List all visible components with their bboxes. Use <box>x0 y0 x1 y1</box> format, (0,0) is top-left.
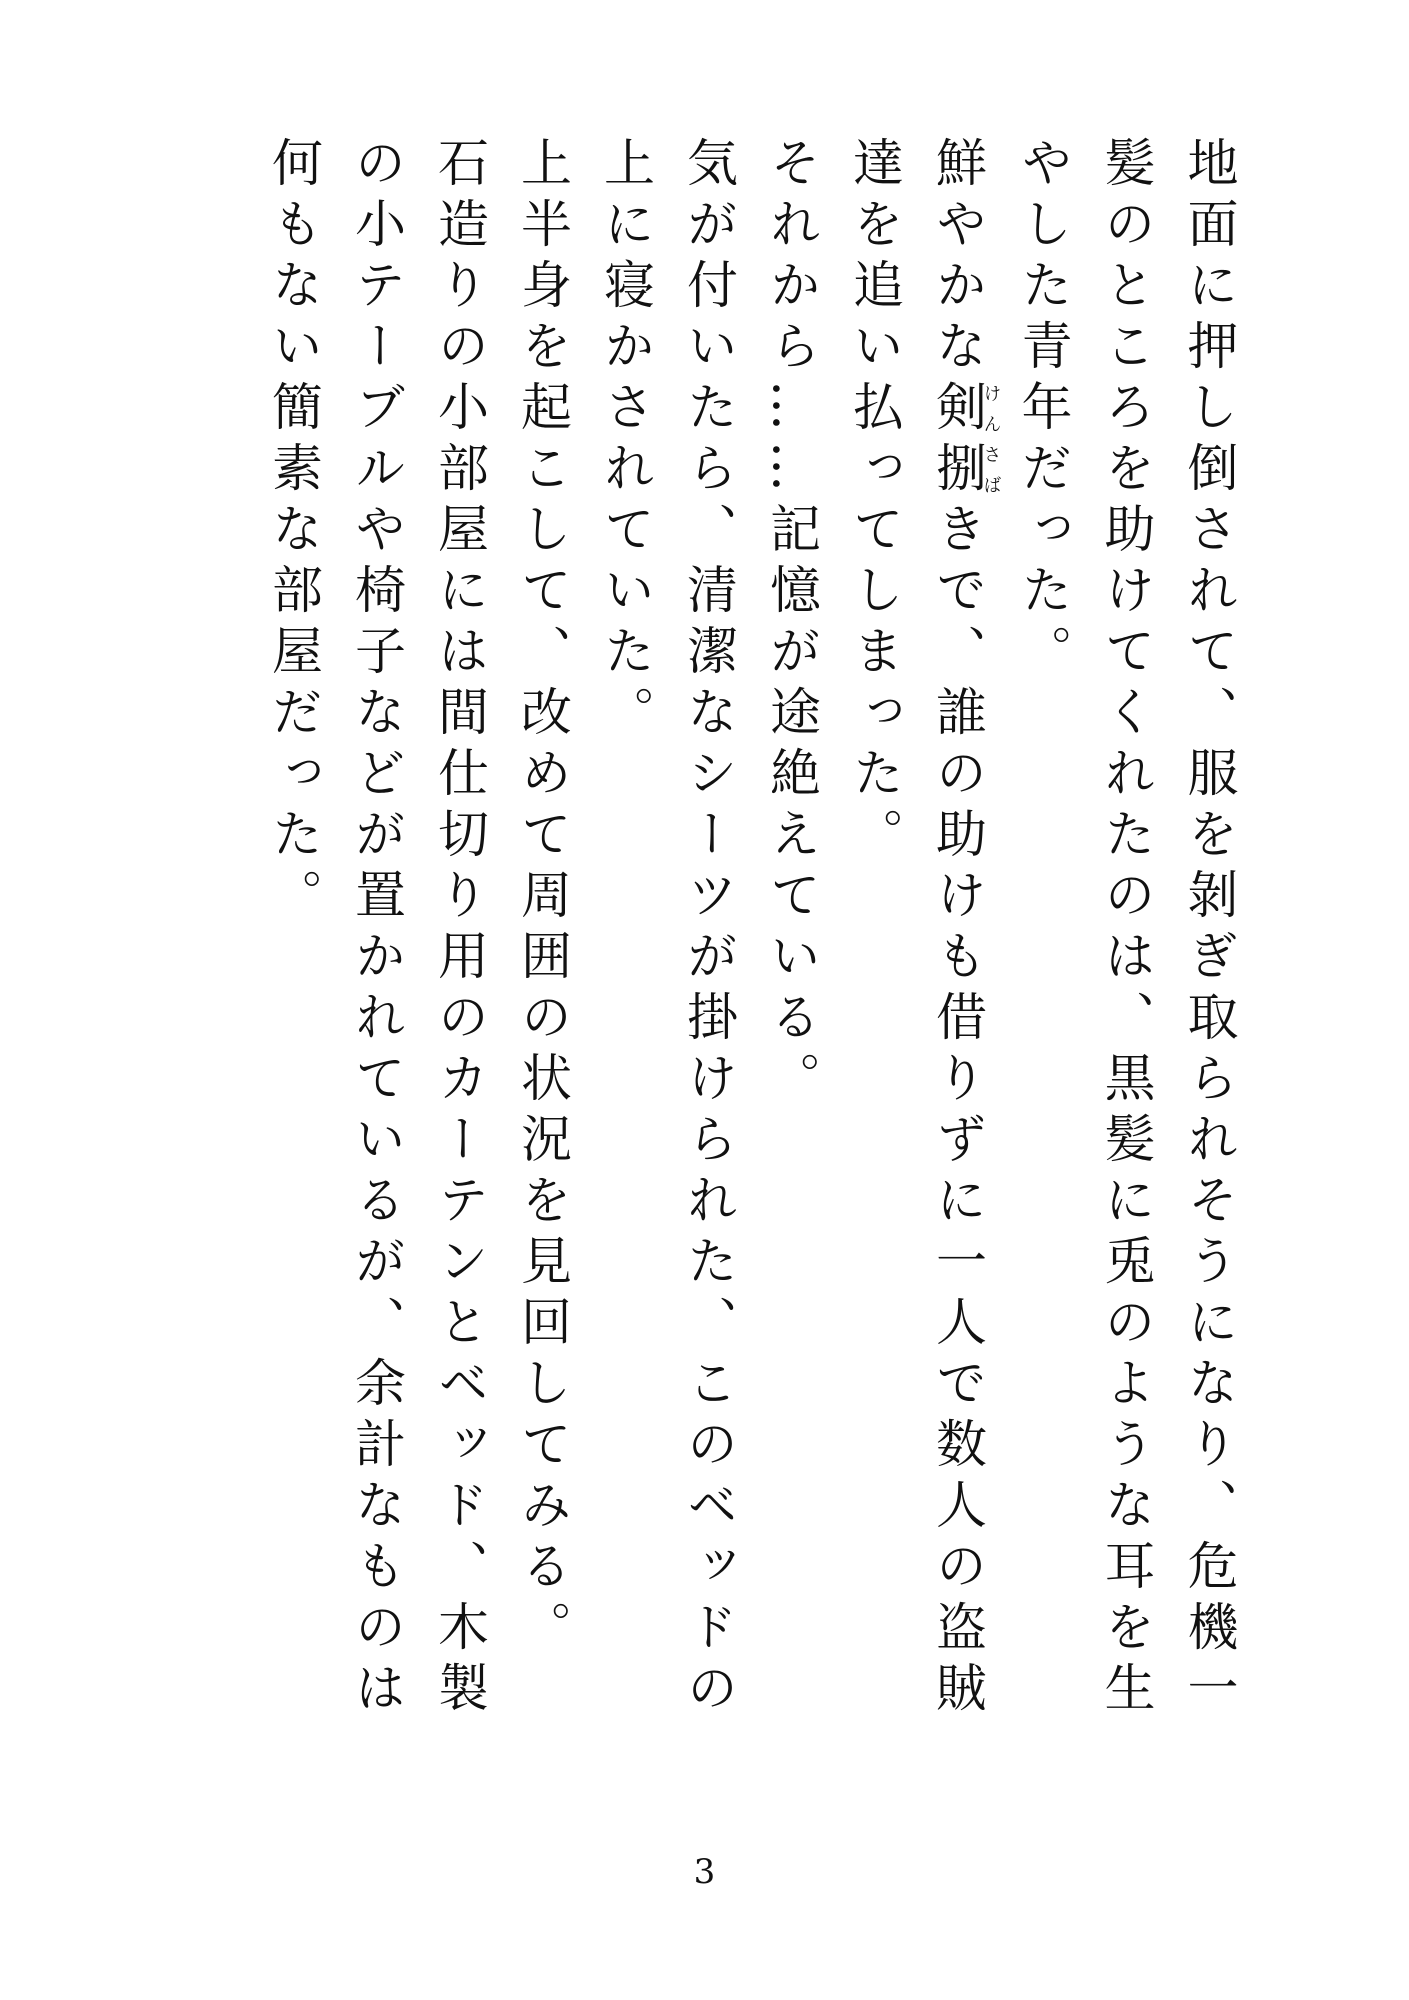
paragraph-text: 石造りの小部屋には間仕切り用のカーテンとベッド、木製の小テーブルや椅子などが置かれているが、余計なものは何もない簡素な部屋だった。 <box>262 136 488 1722</box>
paragraph-text: 上半身を起こして、改めて周囲の状況を見回してみる。 <box>511 136 571 1661</box>
paragraph-3 <box>749 136 832 1776</box>
ruby-reading: けんさば <box>980 380 1002 502</box>
paragraph-4 <box>583 136 749 1776</box>
paragraph-5 <box>500 136 583 1776</box>
paragraph-6 <box>251 136 500 1776</box>
paragraph-text: 地面に押し倒されて、服を剝ぎ取られそうになり、危機一髪のところを助けてくれたのは、黒髪に兎のような耳を生やした青年だった。 <box>1012 136 1237 1722</box>
paragraph-1 <box>1000 136 1249 1776</box>
paragraph-text-before-ruby: 鮮やかな <box>926 136 986 380</box>
paragraph-text-after-ruby: きで、誰の助けも借りずに一人で数人の盗賊達を追い払ってしまった。 <box>843 136 986 1722</box>
paragraph-2 <box>832 136 1001 1776</box>
ruby-base: 剣捌 <box>926 380 986 502</box>
page-number: 3 <box>693 1852 716 1892</box>
paragraph-text: 気が付いたら、清潔なシーツが掛けられた、このベッドの上に寝かされていた。 <box>594 136 737 1722</box>
ruby-annotation <box>926 380 1002 502</box>
paragraph-text: それから……記憶が途絶えている。 <box>760 136 820 1112</box>
vertical-text-body <box>149 136 1249 1776</box>
